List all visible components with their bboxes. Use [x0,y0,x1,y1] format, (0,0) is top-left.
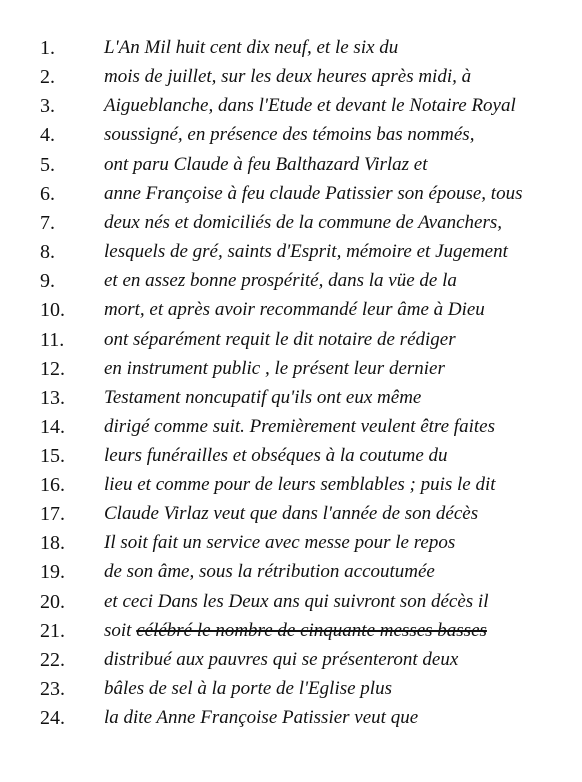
line-17 [0,500,582,528]
line-14 [0,413,582,441]
line-text: bâles de sel à la porte de l'Eglise plus [104,678,392,699]
line-text: L'An Mil huit cent dix neuf, et le six du [104,37,399,58]
line-text: ont paru Claude à feu Balthazard Virlaz et [104,154,428,175]
line-11 [0,326,582,354]
line-number: 19. [40,561,65,583]
line-text: de son âme, sous la rétribution accoutumée [104,561,435,582]
line-number: 3. [40,95,55,117]
line-15 [0,442,582,470]
line-text: Aigueblanche, dans l'Etude et devant le Notaire Royal [104,95,516,116]
line-text: leurs funérailles et obséques à la coutume du [104,445,448,466]
line-text: soussigné, en présence des témoins bas nommés, [104,124,475,145]
line-3 [0,92,582,120]
line-number: 4. [40,124,55,146]
line-text: lesquels de gré, saints d'Esprit, mémoire et Jugement [104,241,508,262]
line-number: 21. [40,620,65,642]
line-16 [0,471,582,499]
line-text: deux nés et domiciliés de la commune de Avanchers, [104,212,503,233]
line-13 [0,384,582,412]
line-number: 16. [40,474,65,496]
line-number: 2. [40,66,55,88]
line-12 [0,355,582,383]
line-6 [0,180,582,208]
line-number: 14. [40,416,65,438]
line-text: mort, et après avoir recommandé leur âme à Dieu [104,299,485,320]
line-19 [0,558,582,586]
line-text: et ceci Dans les Deux ans qui suivront son décès il [104,591,489,612]
line-21 [0,617,582,645]
line-18 [0,529,582,557]
line-text: la dite Anne Françoise Patissier veut que [104,707,419,728]
line-number: 13. [40,387,65,409]
line-number: 20. [40,591,65,613]
line-8 [0,238,582,266]
line-number: 12. [40,358,65,380]
line-number: 8. [40,241,55,263]
line-number: 6. [40,183,55,205]
line-10 [0,296,582,324]
line-text: anne Françoise à feu claude Patissier son épouse, tous [104,183,523,204]
line-24 [0,704,582,732]
line-text-plain: soit [104,620,137,641]
line-text: ont séparément requit le dit notaire de rédiger [104,329,456,350]
line-number: 22. [40,649,65,671]
line-text: Il soit fait un service avec messe pour le repos [104,532,456,553]
line-number: 15. [40,445,65,467]
line-2 [0,63,582,91]
line-number: 11. [40,329,65,351]
struck-through-text: célébré le nombre de cinquante messes basses [136,620,487,641]
line-number: 24. [40,707,65,729]
line-23 [0,675,582,703]
line-text: Testament noncupatif qu'ils ont eux même [104,387,422,408]
line-number: 23. [40,678,65,700]
line-text: en instrument public , le présent leur dernier [104,358,445,379]
line-text: distribué aux pauvres qui se présenteront deux [104,649,459,670]
line-text: et en assez bonne prospérité, dans la vüe de la [104,270,457,291]
line-text: lieu et comme pour de leurs semblables ; puis le dit [104,474,496,495]
line-9 [0,267,582,295]
line-text: Claude Virlaz veut que dans l'année de son décès [104,503,479,524]
line-number: 17. [40,503,65,525]
line-20 [0,588,582,616]
line-number: 5. [40,154,55,176]
line-number: 7. [40,212,55,234]
line-4 [0,121,582,149]
line-number: 10. [40,299,65,321]
line-7 [0,209,582,237]
line-number: 1. [40,37,55,59]
line-text: dirigé comme suit. Premièrement veulent être faites [104,416,495,437]
line-22 [0,646,582,674]
line-number: 18. [40,532,65,554]
line-text: mois de juillet, sur les deux heures après midi, à [104,66,472,87]
line-number: 9. [40,270,55,292]
line-1 [0,34,582,62]
line-5 [0,151,582,179]
line-text [104,617,574,645]
